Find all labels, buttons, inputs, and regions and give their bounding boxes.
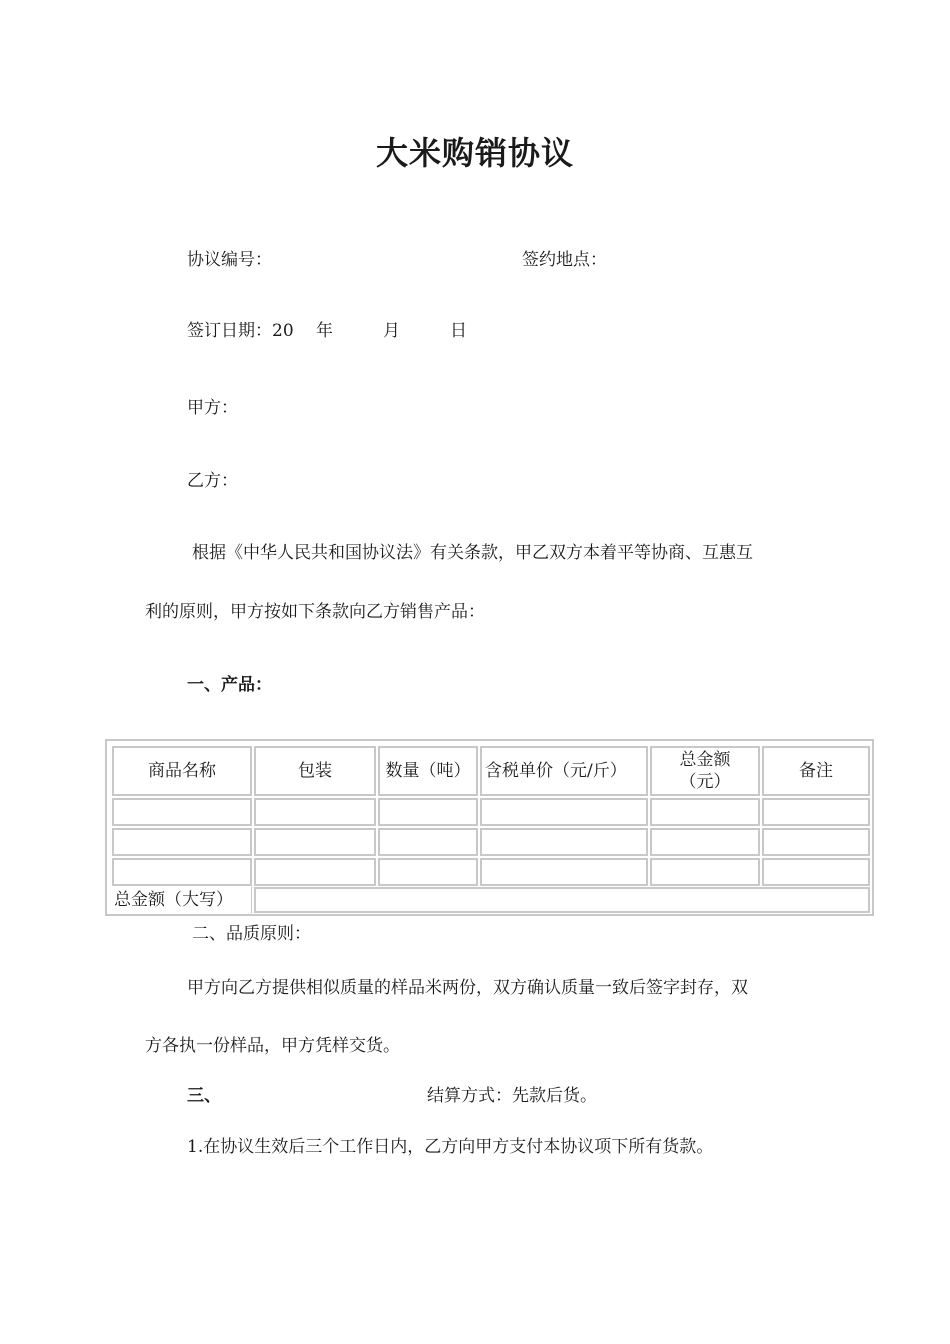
table-cell[interactable]: [480, 798, 648, 826]
table-header-cell: 数量（吨）: [378, 746, 478, 796]
table-total-label: 总金额（大写）: [110, 887, 252, 913]
signing-date-label: 签订日期：20: [187, 321, 294, 341]
intro-line-1: 根据《中华人民共和国协议法》有关条款，甲乙双方本着平等协商、互惠互: [192, 543, 753, 563]
table-cell[interactable]: [480, 858, 648, 886]
table-cell[interactable]: [480, 828, 648, 856]
table-cell[interactable]: [378, 828, 478, 856]
table-cell[interactable]: [112, 858, 252, 886]
section-3-heading: 三、: [187, 1086, 221, 1106]
table-cell[interactable]: [378, 858, 478, 886]
section-3-item-1: 1.在协议生效后三个工作日内，乙方向甲方支付本协议项下所有货款。: [187, 1137, 714, 1157]
table-cell[interactable]: [650, 858, 760, 886]
table-cell[interactable]: [762, 798, 870, 826]
table-cell[interactable]: [112, 828, 252, 856]
table-cell[interactable]: [254, 828, 376, 856]
party-a-label: 甲方：: [187, 398, 238, 418]
intro-line-2: 利的原则，甲方按如下条款向乙方销售产品：: [145, 602, 485, 622]
table-header-cell: 备注: [762, 746, 870, 796]
signing-place-label: 签约地点：: [522, 250, 607, 270]
section-2-line-2: 方各执一份样品，甲方凭样交货。: [145, 1036, 400, 1056]
table-cell[interactable]: [650, 828, 760, 856]
section-2-line-1: 甲方向乙方提供相似质量的样品米两份，双方确认质量一致后签字封存，双: [187, 978, 748, 998]
month-label: 月: [383, 321, 400, 341]
table-cell[interactable]: [378, 798, 478, 826]
table-cell[interactable]: [650, 798, 760, 826]
table-total-amount-cell[interactable]: [254, 887, 870, 913]
year-label: 年: [316, 321, 333, 341]
section-3-title: 结算方式：先款后货。: [427, 1086, 597, 1106]
section-2-heading: 二、品质原则：: [192, 924, 311, 944]
section-1-heading: 一、产品：: [187, 675, 272, 695]
agreement-number-label: 协议编号：: [187, 250, 272, 270]
document-title: 大米购销协议: [375, 134, 574, 172]
table-cell[interactable]: [112, 798, 252, 826]
table-cell[interactable]: [254, 798, 376, 826]
table-header-cell: 商品名称: [112, 746, 252, 796]
party-b-label: 乙方：: [187, 471, 238, 491]
table-header-cell: 含税单价（元/斤）: [480, 746, 648, 796]
table-header-cell: 包装: [254, 746, 376, 796]
table-cell[interactable]: [254, 858, 376, 886]
table-cell[interactable]: [762, 828, 870, 856]
table-header-cell: 总金额 （元）: [650, 746, 760, 796]
table-cell[interactable]: [762, 858, 870, 886]
day-label: 日: [450, 321, 467, 341]
product-table: [105, 739, 874, 916]
